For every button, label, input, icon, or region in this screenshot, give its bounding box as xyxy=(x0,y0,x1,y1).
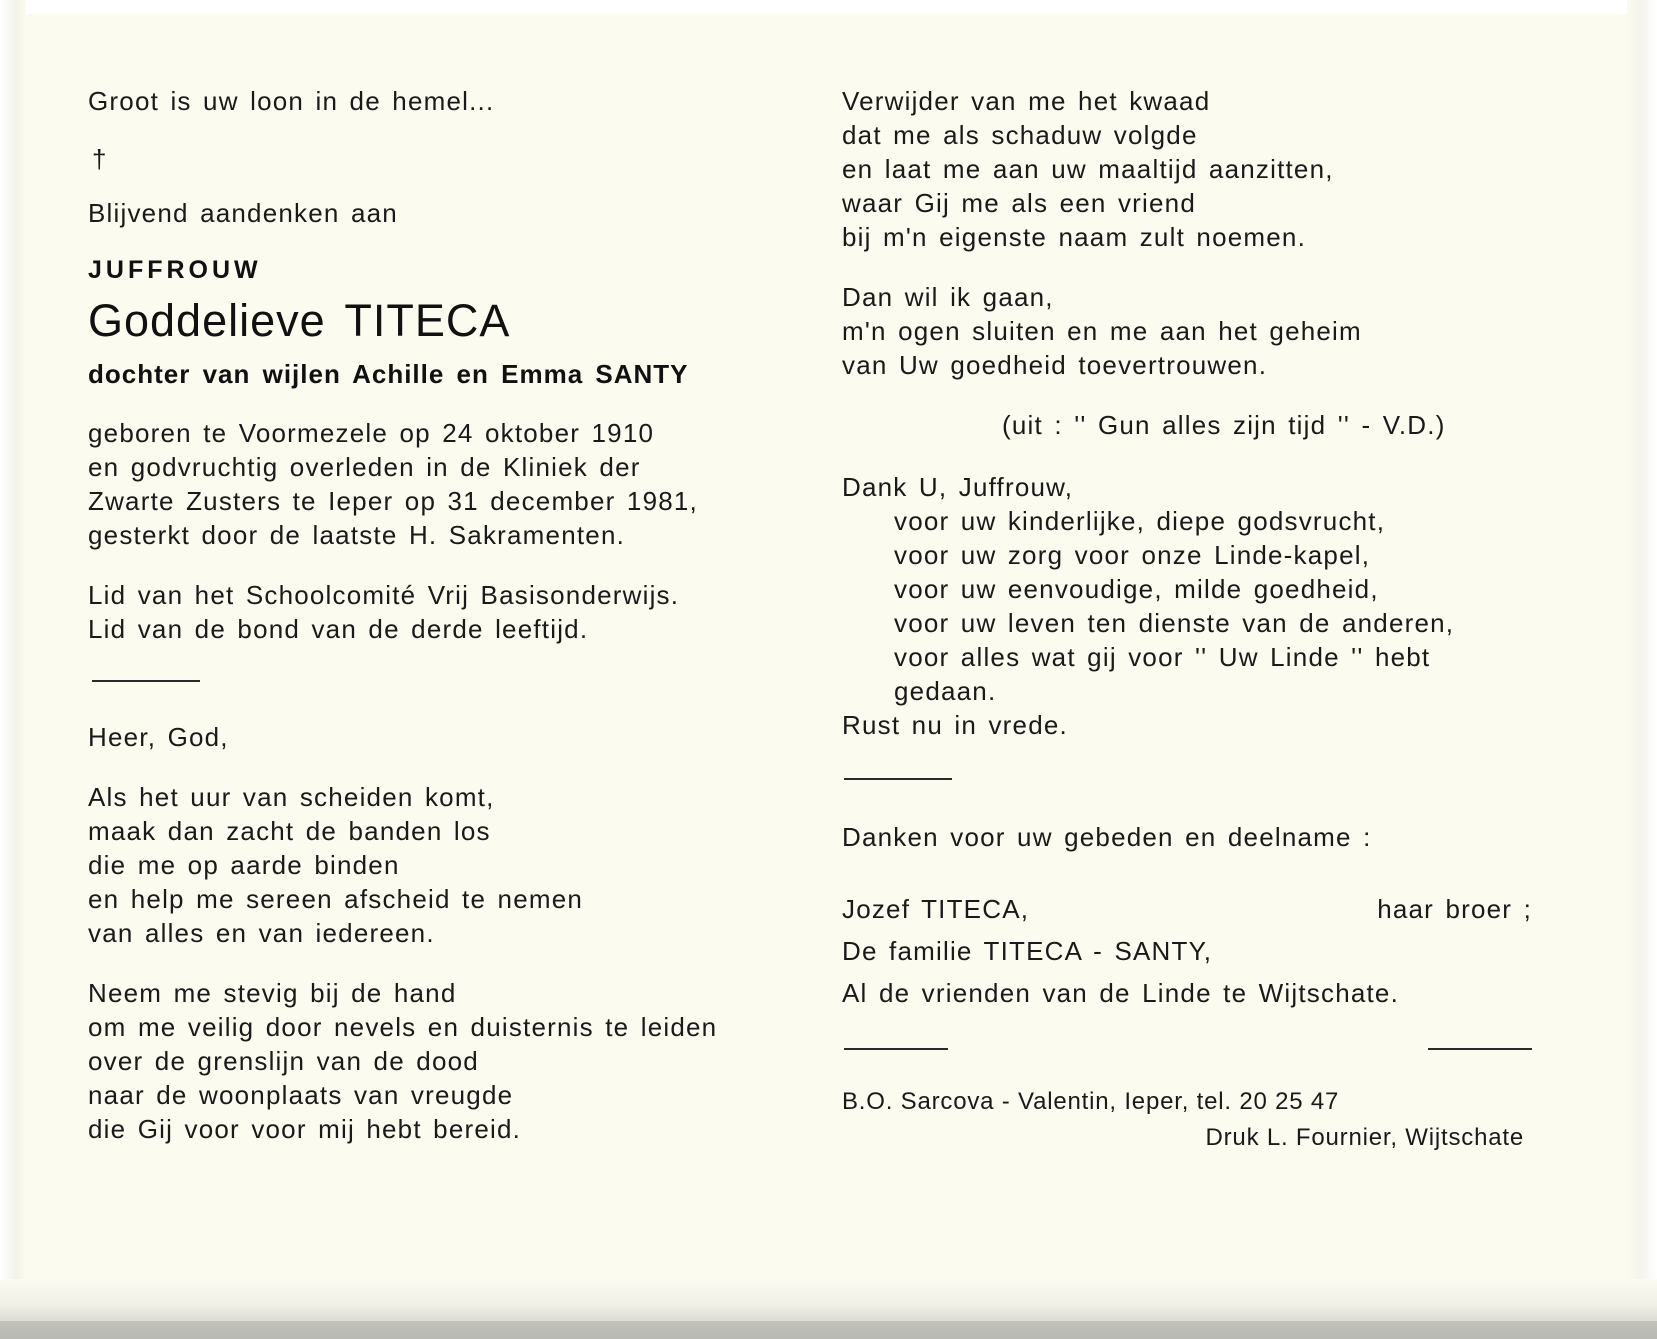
thanks-line: voor alles wat gij voor '' Uw Linde '' hebt xyxy=(894,642,1431,672)
prayer-stanza-2 xyxy=(88,976,788,1146)
prayer-stanza-1 xyxy=(88,780,788,950)
prayer-line: Dan wil ik gaan, xyxy=(842,282,1054,312)
thanks-line: gedaan. xyxy=(894,676,997,706)
prayer-line: maak dan zacht de banden los xyxy=(88,816,491,846)
prayer-heading: Heer, God, xyxy=(88,722,229,752)
list-item xyxy=(842,972,1532,1014)
prayer-line: dat me als schaduw volgde xyxy=(842,120,1198,150)
prayer-stanza-3 xyxy=(842,84,1532,254)
family-name: De familie TITECA - SANTY, xyxy=(842,936,1213,966)
thanks-line: voor uw leven ten dienste van de anderen, xyxy=(894,608,1455,638)
left-column xyxy=(88,84,788,1172)
prayer-line: om me veilig door nevels en duisternis te leiden xyxy=(88,1012,718,1042)
thanks-line: voor uw kinderlijke, diepe godsvrucht, xyxy=(894,506,1386,536)
cross-icon: † xyxy=(92,144,107,174)
list-item xyxy=(842,930,1532,972)
prayer-line: van alles en van iedereen. xyxy=(88,918,435,948)
thank-prayers-heading: Danken voor uw gebeden en deelname : xyxy=(842,822,1372,852)
list-item xyxy=(842,888,1532,930)
thanks-block xyxy=(842,504,1532,708)
divider-footer xyxy=(842,1048,1532,1068)
prayer-line: van Uw goedheid toevertrouwen. xyxy=(842,350,1268,380)
divider-right xyxy=(844,778,952,780)
divider-footer-left xyxy=(844,1048,948,1050)
printer-line-1: B.O. Sarcova - Valentin, Ieper, tel. 20 25 47 xyxy=(842,1088,1340,1115)
biography-line: geboren te Voormezele op 24 oktober 1910 xyxy=(88,418,655,448)
honorific-title: JUFFROUW xyxy=(88,256,262,284)
family-name: Al de vrienden van de Linde te Wijtschate. xyxy=(842,978,1400,1008)
prayer-line: over de grenslijn van de dood xyxy=(88,1046,479,1076)
rest-in-peace-line: Rust nu in vrede. xyxy=(842,710,1068,740)
membership-block xyxy=(88,578,788,646)
thanks-line: voor uw zorg voor onze Linde-kapel, xyxy=(894,540,1371,570)
biography-line: en godvruchtig overleden in de Kliniek der xyxy=(88,452,641,482)
prayer-line: m'n ogen sluiten en me aan het geheim xyxy=(842,316,1362,346)
prayer-line: Verwijder van me het kwaad xyxy=(842,86,1211,116)
prayer-source: (uit : '' Gun alles zijn tijd '' - V.D.) xyxy=(1002,410,1446,440)
prayer-line: en help me sereen afscheid te nemen xyxy=(88,884,584,914)
prayer-line: bij m'n eigenste naam zult noemen. xyxy=(842,222,1306,252)
prayer-line: Als het uur van scheiden komt, xyxy=(88,782,495,812)
memory-intro: Blijvend aandenken aan xyxy=(88,198,398,228)
parents-line: dochter van wijlen Achille en Emma SANTY xyxy=(88,359,689,389)
family-relation: haar broer ; xyxy=(1377,894,1532,924)
thanks-line: voor uw eenvoudige, milde goedheid, xyxy=(894,574,1379,604)
prayer-line: en laat me aan uw maaltijd aanzitten, xyxy=(842,154,1334,184)
prayer-line: die me op aarde binden xyxy=(88,850,400,880)
prayer-line: Neem me stevig bij de hand xyxy=(88,978,457,1008)
divider-footer-right xyxy=(1428,1048,1532,1050)
thanks-heading: Dank U, Juffrouw, xyxy=(842,472,1074,502)
prayer-stanza-4 xyxy=(842,280,1532,382)
printer-line-2: Druk L. Fournier, Wijtschate xyxy=(1205,1124,1524,1151)
prayer-line: die Gij voor voor mij hebt bereid. xyxy=(88,1114,522,1144)
membership-line: Lid van de bond van de derde leeftijd. xyxy=(88,614,589,644)
prayer-line: waar Gij me als een vriend xyxy=(842,188,1196,218)
family-list xyxy=(842,888,1532,1014)
deceased-name: Goddelieve TITECA xyxy=(88,295,511,346)
biography-line: gesterkt door de laatste H. Sakramenten. xyxy=(88,520,626,550)
biography-line: Zwarte Zusters te Ieper op 31 december 1981, xyxy=(88,486,698,516)
family-name: Jozef TITECA, xyxy=(842,894,1030,924)
right-column xyxy=(842,84,1532,1156)
biography-block xyxy=(88,416,788,552)
membership-line: Lid van het Schoolcomité Vrij Basisonderwijs. xyxy=(88,580,680,610)
opening-line: Groot is uw loon in de hemel... xyxy=(88,86,495,116)
prayer-line: naar de woonplaats van vreugde xyxy=(88,1080,514,1110)
divider-left xyxy=(92,680,200,682)
